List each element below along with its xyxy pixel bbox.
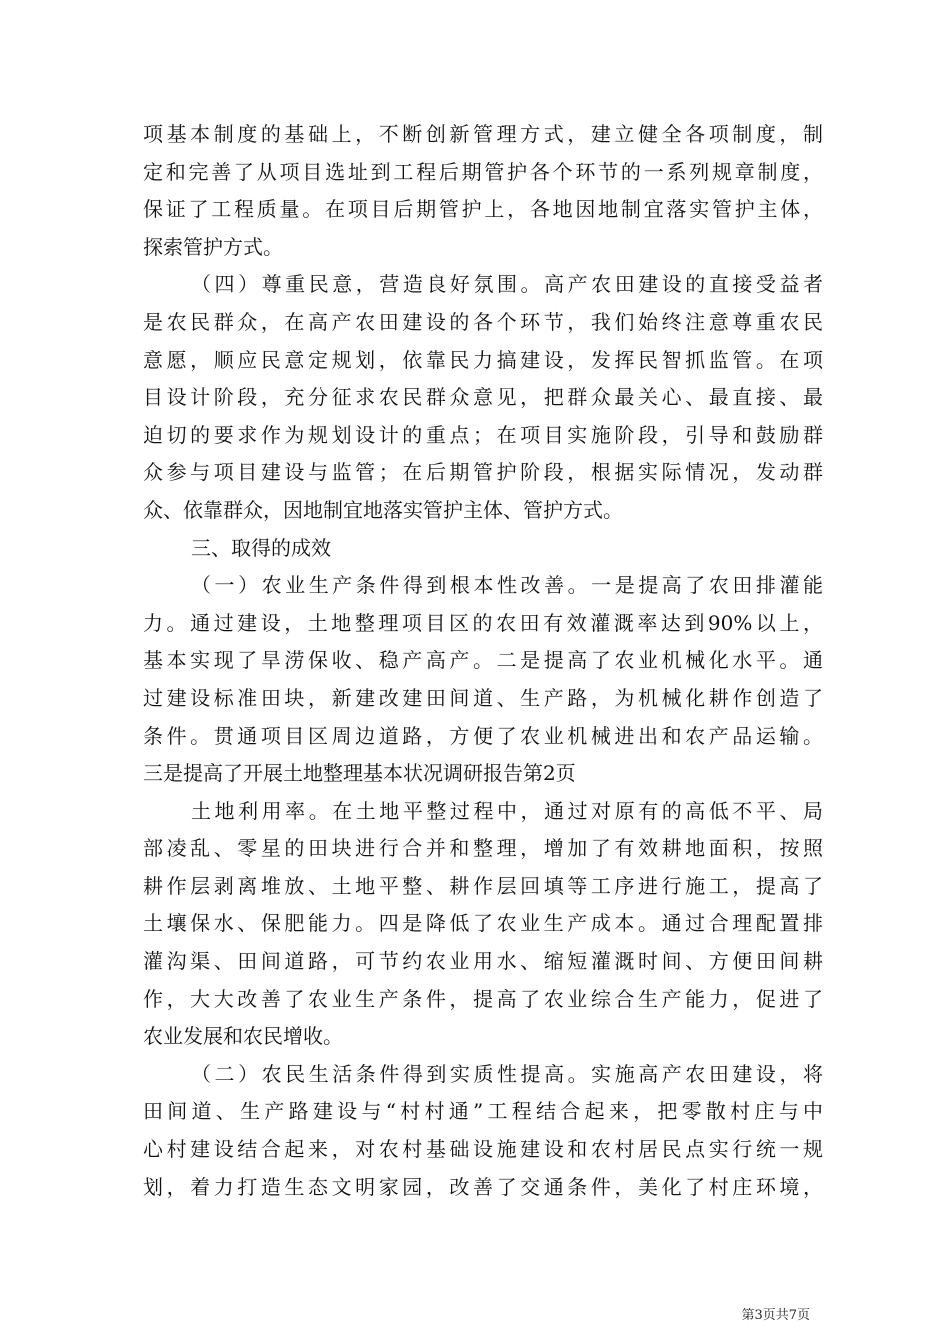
text-line: 定和完善了从项目选址到工程后期管护各个环节的一系列规章制度， [143, 159, 823, 184]
text-line: 三是提高了开展土地整理基本状况调研报告第2页 [143, 761, 576, 786]
text-line: 众参与项目建设与监管；在后期管护阶段，根据实际情况，发动群 [143, 460, 823, 485]
text-line: 土壤保水、保肥能力。四是降低了农业生产成本。通过合理配置排 [143, 911, 823, 936]
text-line: 迫切的要求作为规划设计的重点；在项目实施阶段，引导和鼓励群 [143, 422, 823, 447]
text-line: 基本实现了旱涝保收、稳产高产。二是提高了农业机械化水平。通 [143, 648, 823, 673]
text-line: 众、依靠群众，因地制宜地落实管护主体、管护方式。 [143, 497, 623, 522]
text-line: 心村建设结合起来，对农村基础设施建设和农村居民点实行统一规 [143, 1137, 823, 1162]
paragraph-heading-line: （二）农民生活条件得到实质性提高。实施高产农田建设，将 [191, 1061, 823, 1086]
text-line: 作，大大改善了农业生产条件，提高了农业综合生产能力，促进了 [143, 986, 823, 1011]
page-number-footer: 第3页共7页 [741, 1308, 810, 1323]
text-line: 过建设标准田块，新建改建田间道、生产路，为机械化耕作创造了 [143, 685, 823, 710]
text-line: 田间道、生产路建设与“村村通”工程结合起来，把零散村庄与中 [143, 1099, 823, 1124]
paragraph-heading-line: （四）尊重民意，营造良好氛围。高产农田建设的直接受益者 [191, 272, 823, 297]
text-line: 力。通过建设，土地整理项目区的农田有效灌溉率达到90%以上， [143, 610, 823, 635]
section-heading: 三、取得的成效 [191, 535, 331, 560]
text-line: 项基本制度的基础上，不断创新管理方式，建立健全各项制度，制 [143, 122, 823, 146]
text-line: 条件。贯通项目区周边道路，方便了农业机械进出和农产品运输。 [143, 723, 823, 748]
document-body [143, 116, 823, 1206]
text-line: 土地利用率。在土地平整过程中，通过对原有的高低不平、局 [191, 798, 823, 823]
text-line: 农业发展和农民增收。 [143, 1024, 343, 1049]
text-line: 是农民群众，在高产农田建设的各个环节，我们始终注意尊重农民 [143, 309, 823, 334]
paragraph-heading-line: （一）农业生产条件得到根本性改善。一是提高了农田排灌能 [191, 573, 823, 598]
text-line: 灌沟渠、田间道路，可节约农业用水、缩短灌溉时间、方便田间耕 [143, 949, 823, 974]
text-line: 目设计阶段，充分征求农民群众意见，把群众最关心、最直接、最 [143, 385, 823, 410]
text-line: 意愿，顺应民意定规划，依靠民力搞建设，发挥民智抓监管。在项 [143, 347, 823, 372]
text-line: 探索管护方式。 [143, 234, 283, 259]
text-line: 部凌乱、零星的田块进行合并和整理，增加了有效耕地面积，按照 [143, 836, 823, 861]
text-line: 划，着力打造生态文明家园，改善了交通条件，美化了村庄环境， [143, 1174, 823, 1199]
text-line: 耕作层剥离堆放、土地平整、耕作层回填等工序进行施工，提高了 [143, 873, 823, 898]
text-line: 保证了工程质量。在项目后期管护上，各地因地制宜落实管护主体， [143, 197, 823, 222]
